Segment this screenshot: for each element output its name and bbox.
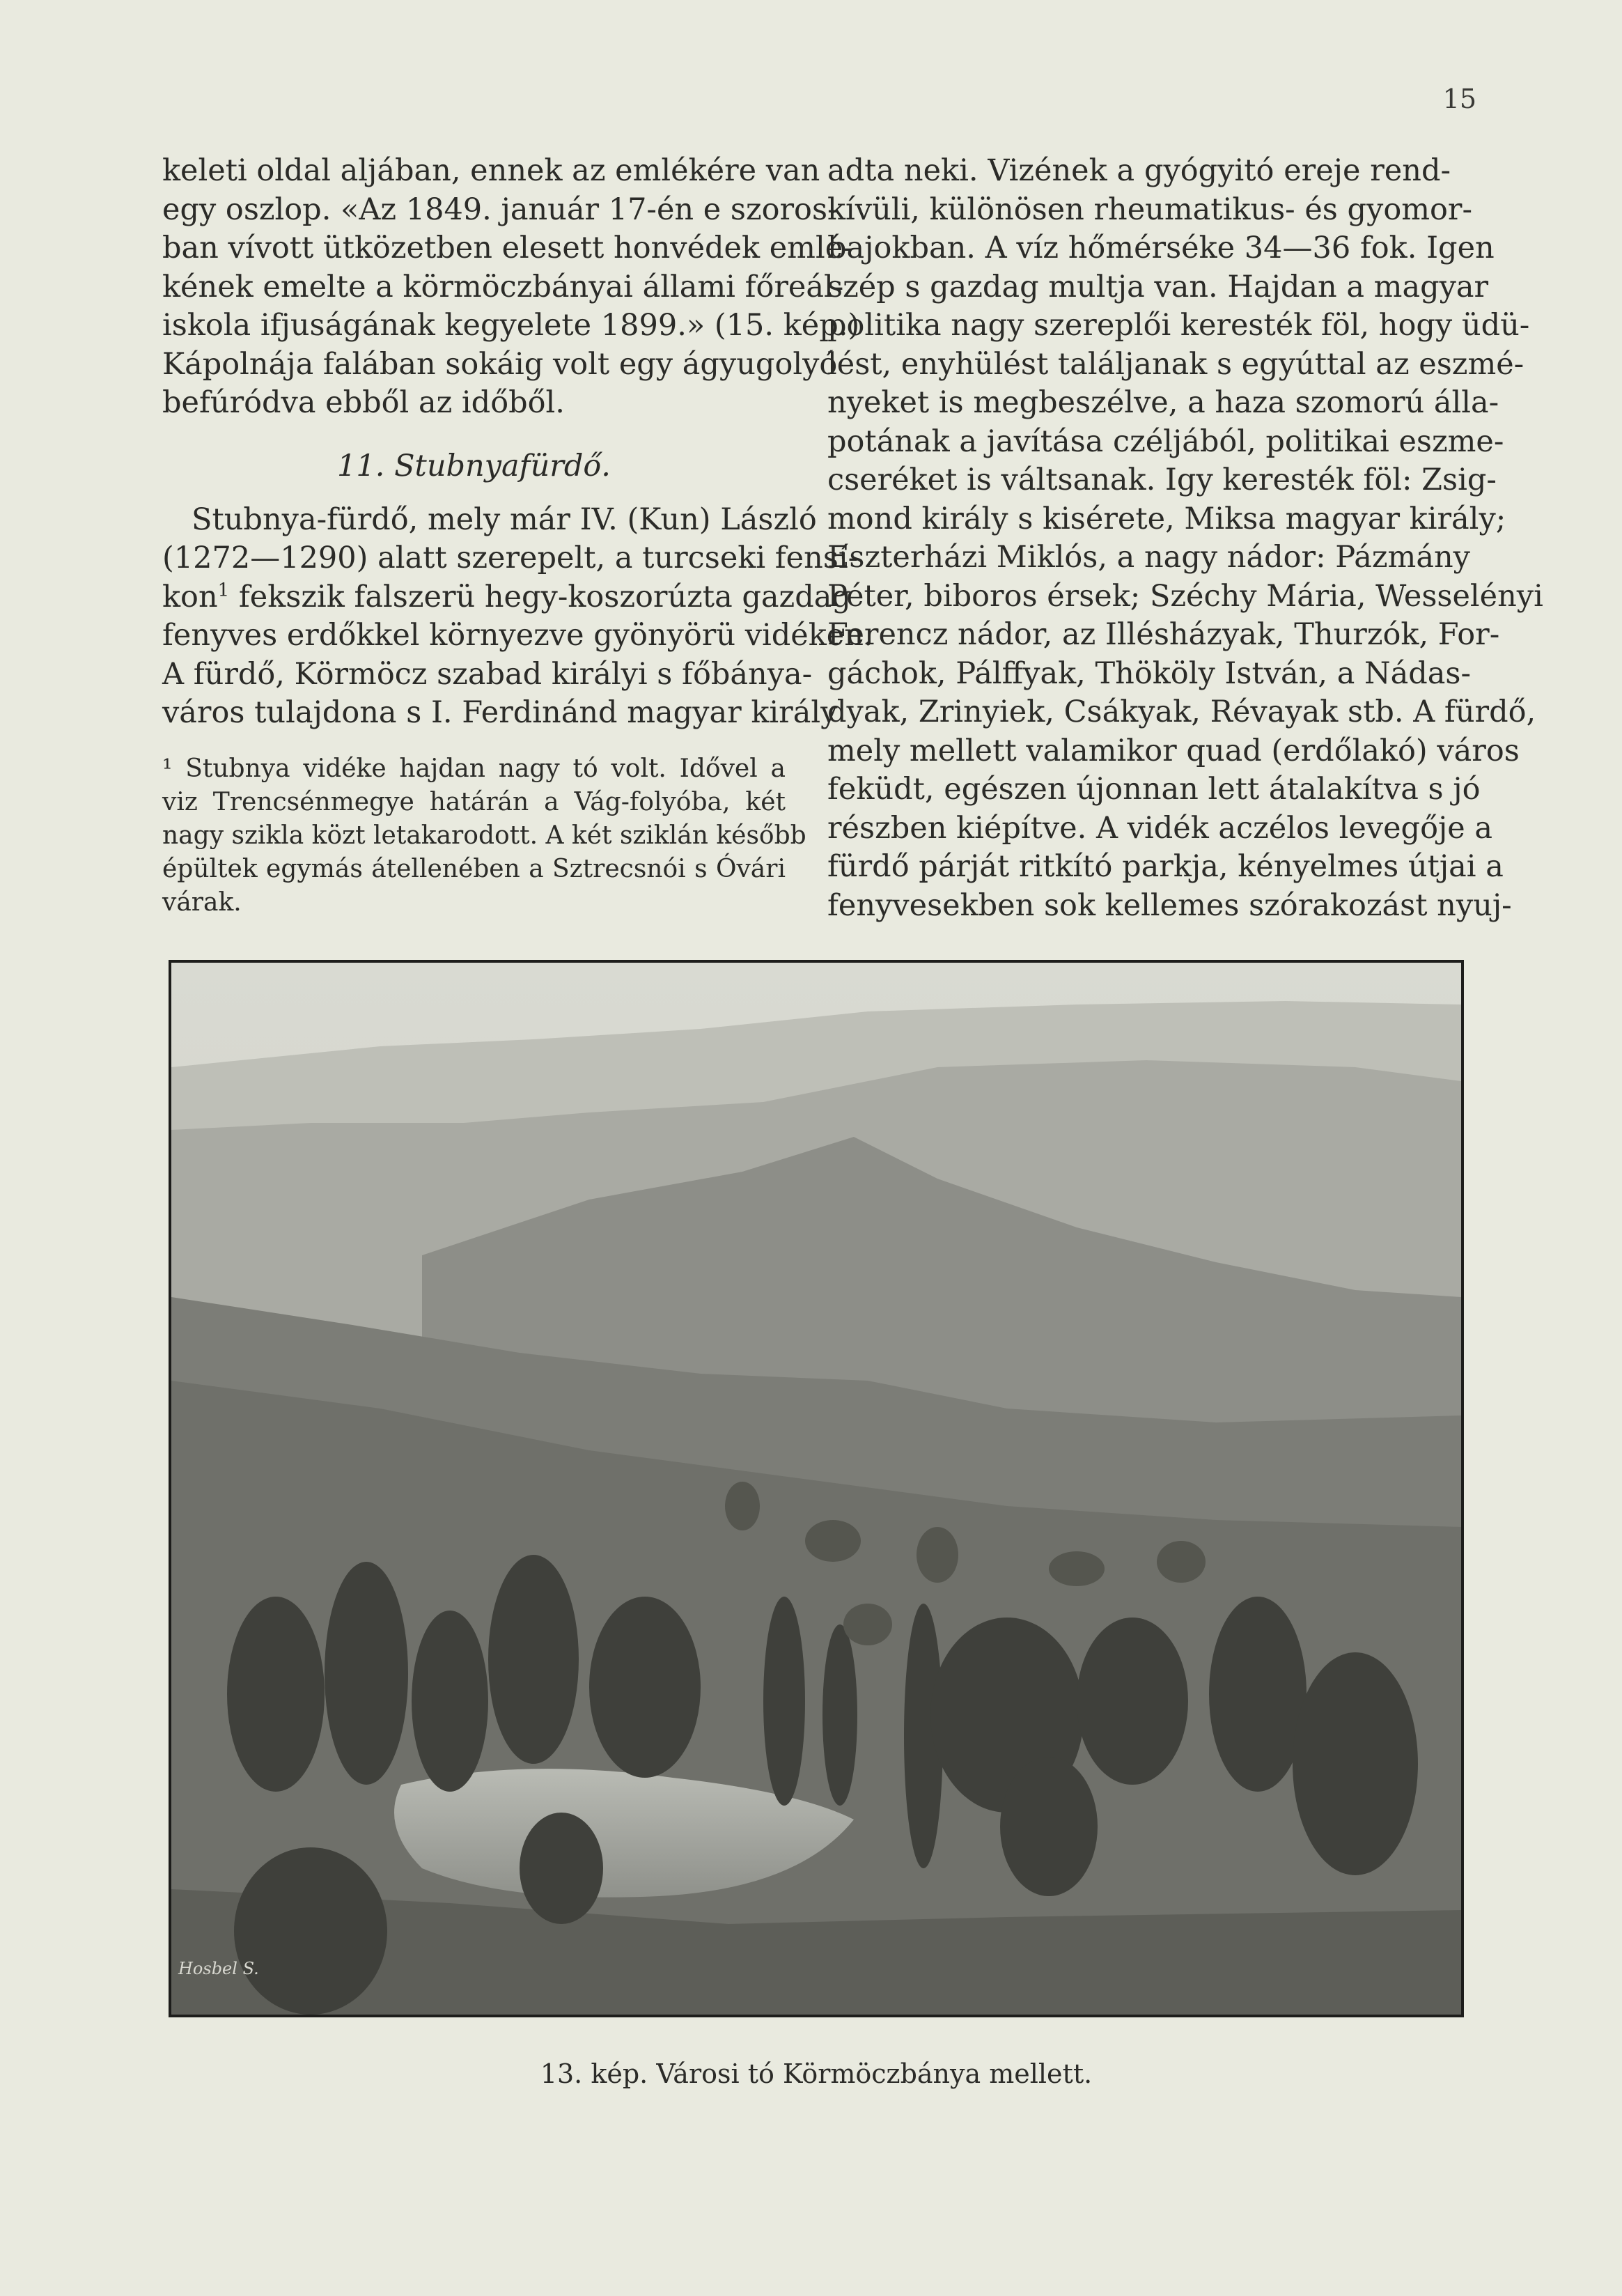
text-fragment: fekszik falszerü hegy-koszorúzta gazdag: [229, 579, 851, 614]
footnote-line: épültek egymás átellenében a Sztrecsnói s Óvári: [162, 854, 786, 883]
footnote-line: várak.: [162, 887, 242, 917]
text-line: politika nagy szereplői keresték föl, hogy üdü-: [827, 308, 1530, 343]
landscape-photograph: [169, 960, 1464, 2017]
paragraph-stubnya: [162, 501, 873, 733]
text-fragment: kon: [162, 579, 218, 614]
text-line: iskola ifjuságának kegyelete 1899.» (15. kép.): [162, 308, 860, 343]
text-line: Eszterházi Miklós, a nagy nádor: Pázmány: [827, 540, 1470, 575]
text-line: Ferencz nádor, az Illésházyak, Thurzók, For-: [827, 617, 1500, 652]
text-line: fürdő párját ritkító parkja, kényelmes útjai a: [827, 849, 1504, 884]
text-line: fenyves erdőkkel környezve gyönyörü vidéken.: [162, 618, 873, 653]
landscape-illustration: [171, 963, 1461, 2015]
text-line: város tulajdona s I. Ferdinánd magyar király: [162, 695, 838, 730]
text-line: ban vívott ütközetben elesett honvédek emlé-: [162, 231, 853, 265]
text-line: keleti oldal aljában, ennek az emlékére van: [162, 153, 820, 188]
text-line: részben kiépítve. A vidék aczélos levegője a: [827, 810, 1493, 846]
paragraph-monument: [162, 152, 860, 423]
text-line: Péter, biboros érsek; Széchy Mária, Wesselényi: [827, 578, 1543, 614]
text-line: A fürdő, Körmöcz szabad királyi s főbánya-: [162, 656, 813, 692]
footnote-mark: ¹: [162, 754, 173, 783]
text-line: dyak, Zrinyiek, Csákyak, Révayak stb. A fürdő,: [827, 695, 1536, 729]
text-line: Stubnya-fürdő, mely már IV. (Kun) László: [192, 502, 817, 537]
text-line: cseréket is váltsanak. Igy keresték föl: Zsig-: [827, 463, 1497, 497]
footnote-line: [162, 752, 786, 786]
text-line: fenyvesekben sok kellemes szórakozást nyuj-: [827, 887, 1512, 923]
text-line: befúródva ebből az időből.: [162, 385, 565, 420]
footnote-reference: 1: [217, 580, 230, 601]
text-line: egy oszlop. «Az 1849. január 17-én e szoros-: [162, 192, 838, 227]
text-line: kívüli, különösen rheumatikus- és gyomor-: [827, 192, 1472, 227]
footnote: [162, 752, 806, 920]
text-line: szép s gazdag multja van. Hajdan a magyar: [827, 269, 1489, 304]
text-line: nyeket is megbeszélve, a haza szomorú álla-: [827, 385, 1499, 420]
section-heading: 11. Stubnyafürdő.: [337, 448, 611, 483]
text-line: kének emelte a körmöczbányai állami főreál-: [162, 269, 844, 304]
left-column: [162, 152, 873, 920]
footnote-line: viz Trencsénmegye határán a Vág-folyóba, két: [162, 787, 786, 816]
text-line: mond király s kisérete, Miksa magyar király;: [827, 501, 1506, 536]
page-number: 15: [1442, 84, 1476, 114]
paragraph-history: [827, 152, 1543, 925]
text-fragment: Stubnya vidéke hajdan nagy tó volt. Idővel a: [185, 754, 786, 783]
text-line: adta neki. Vizének a gyógyitó ereje rend-: [827, 153, 1451, 188]
text-line: [162, 578, 851, 617]
footnote-line: nagy szikla közt letakarodott. A két sziklán később: [162, 821, 806, 850]
photo-signature: Hosbel S.: [178, 1959, 259, 1978]
text-line: feküdt, egészen újonnan lett átalakítva s jó: [827, 772, 1481, 807]
text-line: gáchok, Pálffyak, Thököly István, a Nádas-: [827, 656, 1472, 691]
figure-caption: 13. kép. Városi tó Körmöczbánya mellett.: [540, 2058, 1093, 2089]
text-line: potának a javítása czéljából, politikai eszme-: [827, 424, 1504, 459]
text-line: Kápolnája falában sokáig volt egy ágyugolyó: [162, 346, 838, 382]
text-line: mely mellett valamikor quad (erdőlakó) város: [827, 733, 1520, 768]
text-line: lést, enyhülést találjanak s egyúttal az eszmé-: [827, 346, 1524, 382]
text-line: (1272—1290) alatt szerepelt, a turcseki fensí-: [162, 541, 859, 575]
text-line: bajokban. A víz hőmérséke 34—36 fok. Igen: [827, 231, 1495, 265]
right-column: [827, 152, 1543, 925]
